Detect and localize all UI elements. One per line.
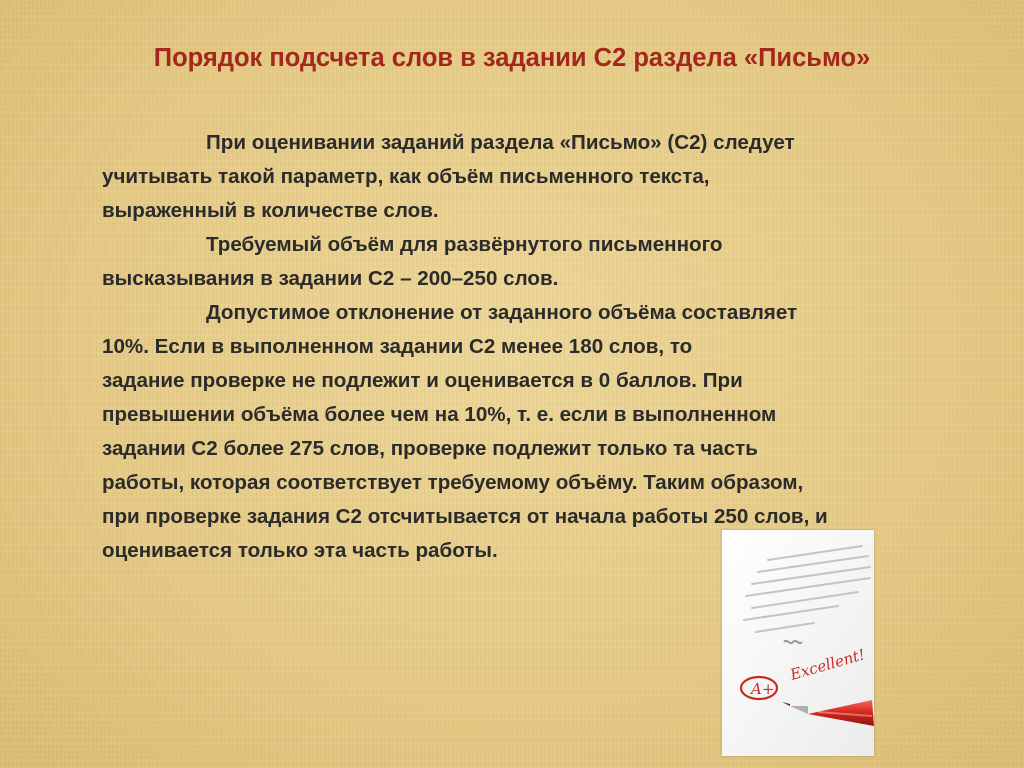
text-line: При оценивании заданий раздела «Письмо» (С2) следует	[206, 131, 795, 154]
graded-paper-photo	[722, 530, 874, 756]
text-line: 10%. Если в выполненном задании С2 менее 180 слов, то	[102, 335, 693, 358]
text-line: выраженный в количестве слов.	[102, 199, 439, 222]
text-line: Требуемый объём для развёрнутого письменного	[206, 233, 723, 256]
text-line: Допустимое отклонение от заданного объёма составляет	[206, 301, 798, 324]
text-line: превышении объёма более чем на 10%, т. е. если в выполненном	[102, 403, 777, 426]
slide-title: Порядок подсчета слов в задании С2 раздела «Письмо»	[153, 44, 871, 72]
text-line: задание проверке не подлежит и оценивается в 0 баллов. При	[102, 369, 743, 392]
text-line: оценивается только эта часть работы.	[102, 539, 498, 562]
text-line: высказывания в задании С2 – 200–250 слов.	[102, 267, 559, 290]
grade-mark: A+	[751, 680, 775, 698]
excellent-comment: Excellent!	[788, 645, 867, 684]
text-line: учитывать такой параметр, как объём письменного текста,	[102, 165, 710, 188]
text-line: задании С2 более 275 слов, проверке подлежит только та часть	[102, 437, 758, 460]
text-line: при проверке задания С2 отсчитывается от начала работы 250 слов, и	[102, 505, 828, 528]
text-line: работы, которая соответствует требуемому объёму. Таким образом,	[102, 471, 804, 494]
graded-paper-illustration	[722, 530, 874, 756]
slide-body	[102, 126, 982, 568]
